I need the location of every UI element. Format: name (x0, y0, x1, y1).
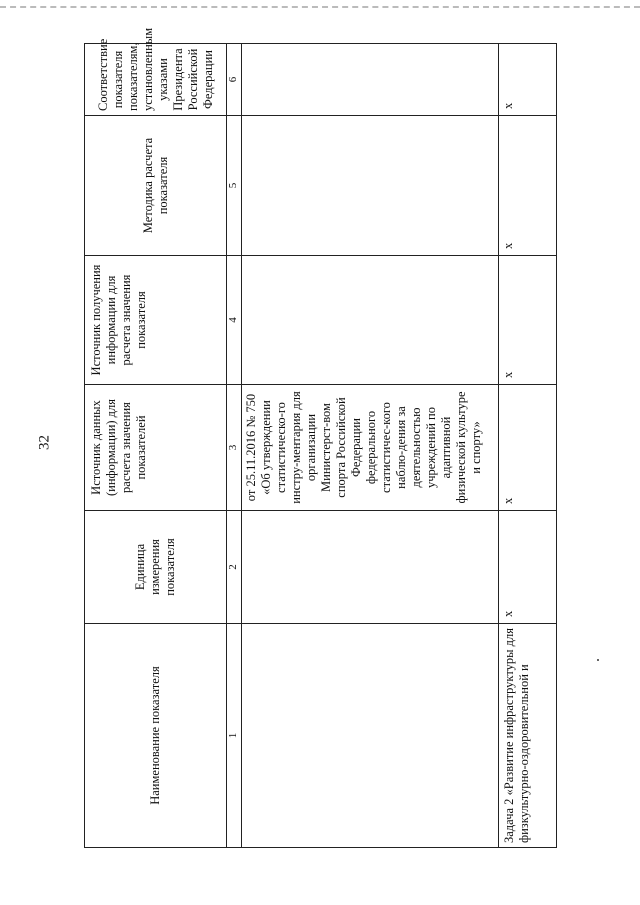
header-method: Методика расчета показателя (85, 116, 227, 256)
scan-edge-line (0, 6, 640, 8)
rotated-table-area (84, 27, 557, 848)
table-cell: x (499, 256, 557, 385)
table-cell (242, 256, 499, 385)
table-cell: x (499, 511, 557, 624)
table-cell (242, 511, 499, 624)
rotated-table-inner (84, 27, 557, 848)
column-numbers-row (227, 44, 242, 848)
header-indicator-name: Наименование показателя (85, 624, 227, 848)
data-source-cell: от 25.11.2016 № 750 «Об утверждении статистическо-го инстру-ментария для организации Министерст-вом спорта Российской Федерации федерального статистичес-кого наблю-дения за деятельностью учреждений по адаптивной физической культуре и спорту» (242, 385, 499, 511)
indicators-table (84, 27, 557, 848)
header-row (85, 44, 227, 848)
column-number: 5 (227, 116, 242, 256)
header-data-source: Источник данных (информации) для расчета значения показателей (85, 385, 227, 511)
column-number: 2 (227, 511, 242, 624)
table-cell: x (499, 385, 557, 511)
task-row (499, 44, 557, 848)
table-cell: x (499, 44, 557, 116)
page-number: 32 (36, 435, 53, 450)
table-row (242, 44, 499, 848)
header-info-source: Источник получения информации для расчета значения показателя (85, 256, 227, 385)
table-cell (242, 44, 499, 116)
table-cell: x (499, 116, 557, 256)
header-unit: Единица измерения показателя (85, 511, 227, 624)
task-name-cell: Задача 2 «Развитие инфраструктуры для физкультурно-оздоровительной и (499, 624, 557, 848)
column-number: 3 (227, 385, 242, 511)
column-number: 4 (227, 256, 242, 385)
scan-speck (597, 659, 599, 661)
column-number: 6 (227, 44, 242, 116)
table-cell (242, 116, 499, 256)
table-cell (242, 624, 499, 848)
column-number: 1 (227, 624, 242, 848)
header-compliance: Соответствие показателя показателям, установленным указами Президента Российской Федерации (85, 44, 227, 116)
